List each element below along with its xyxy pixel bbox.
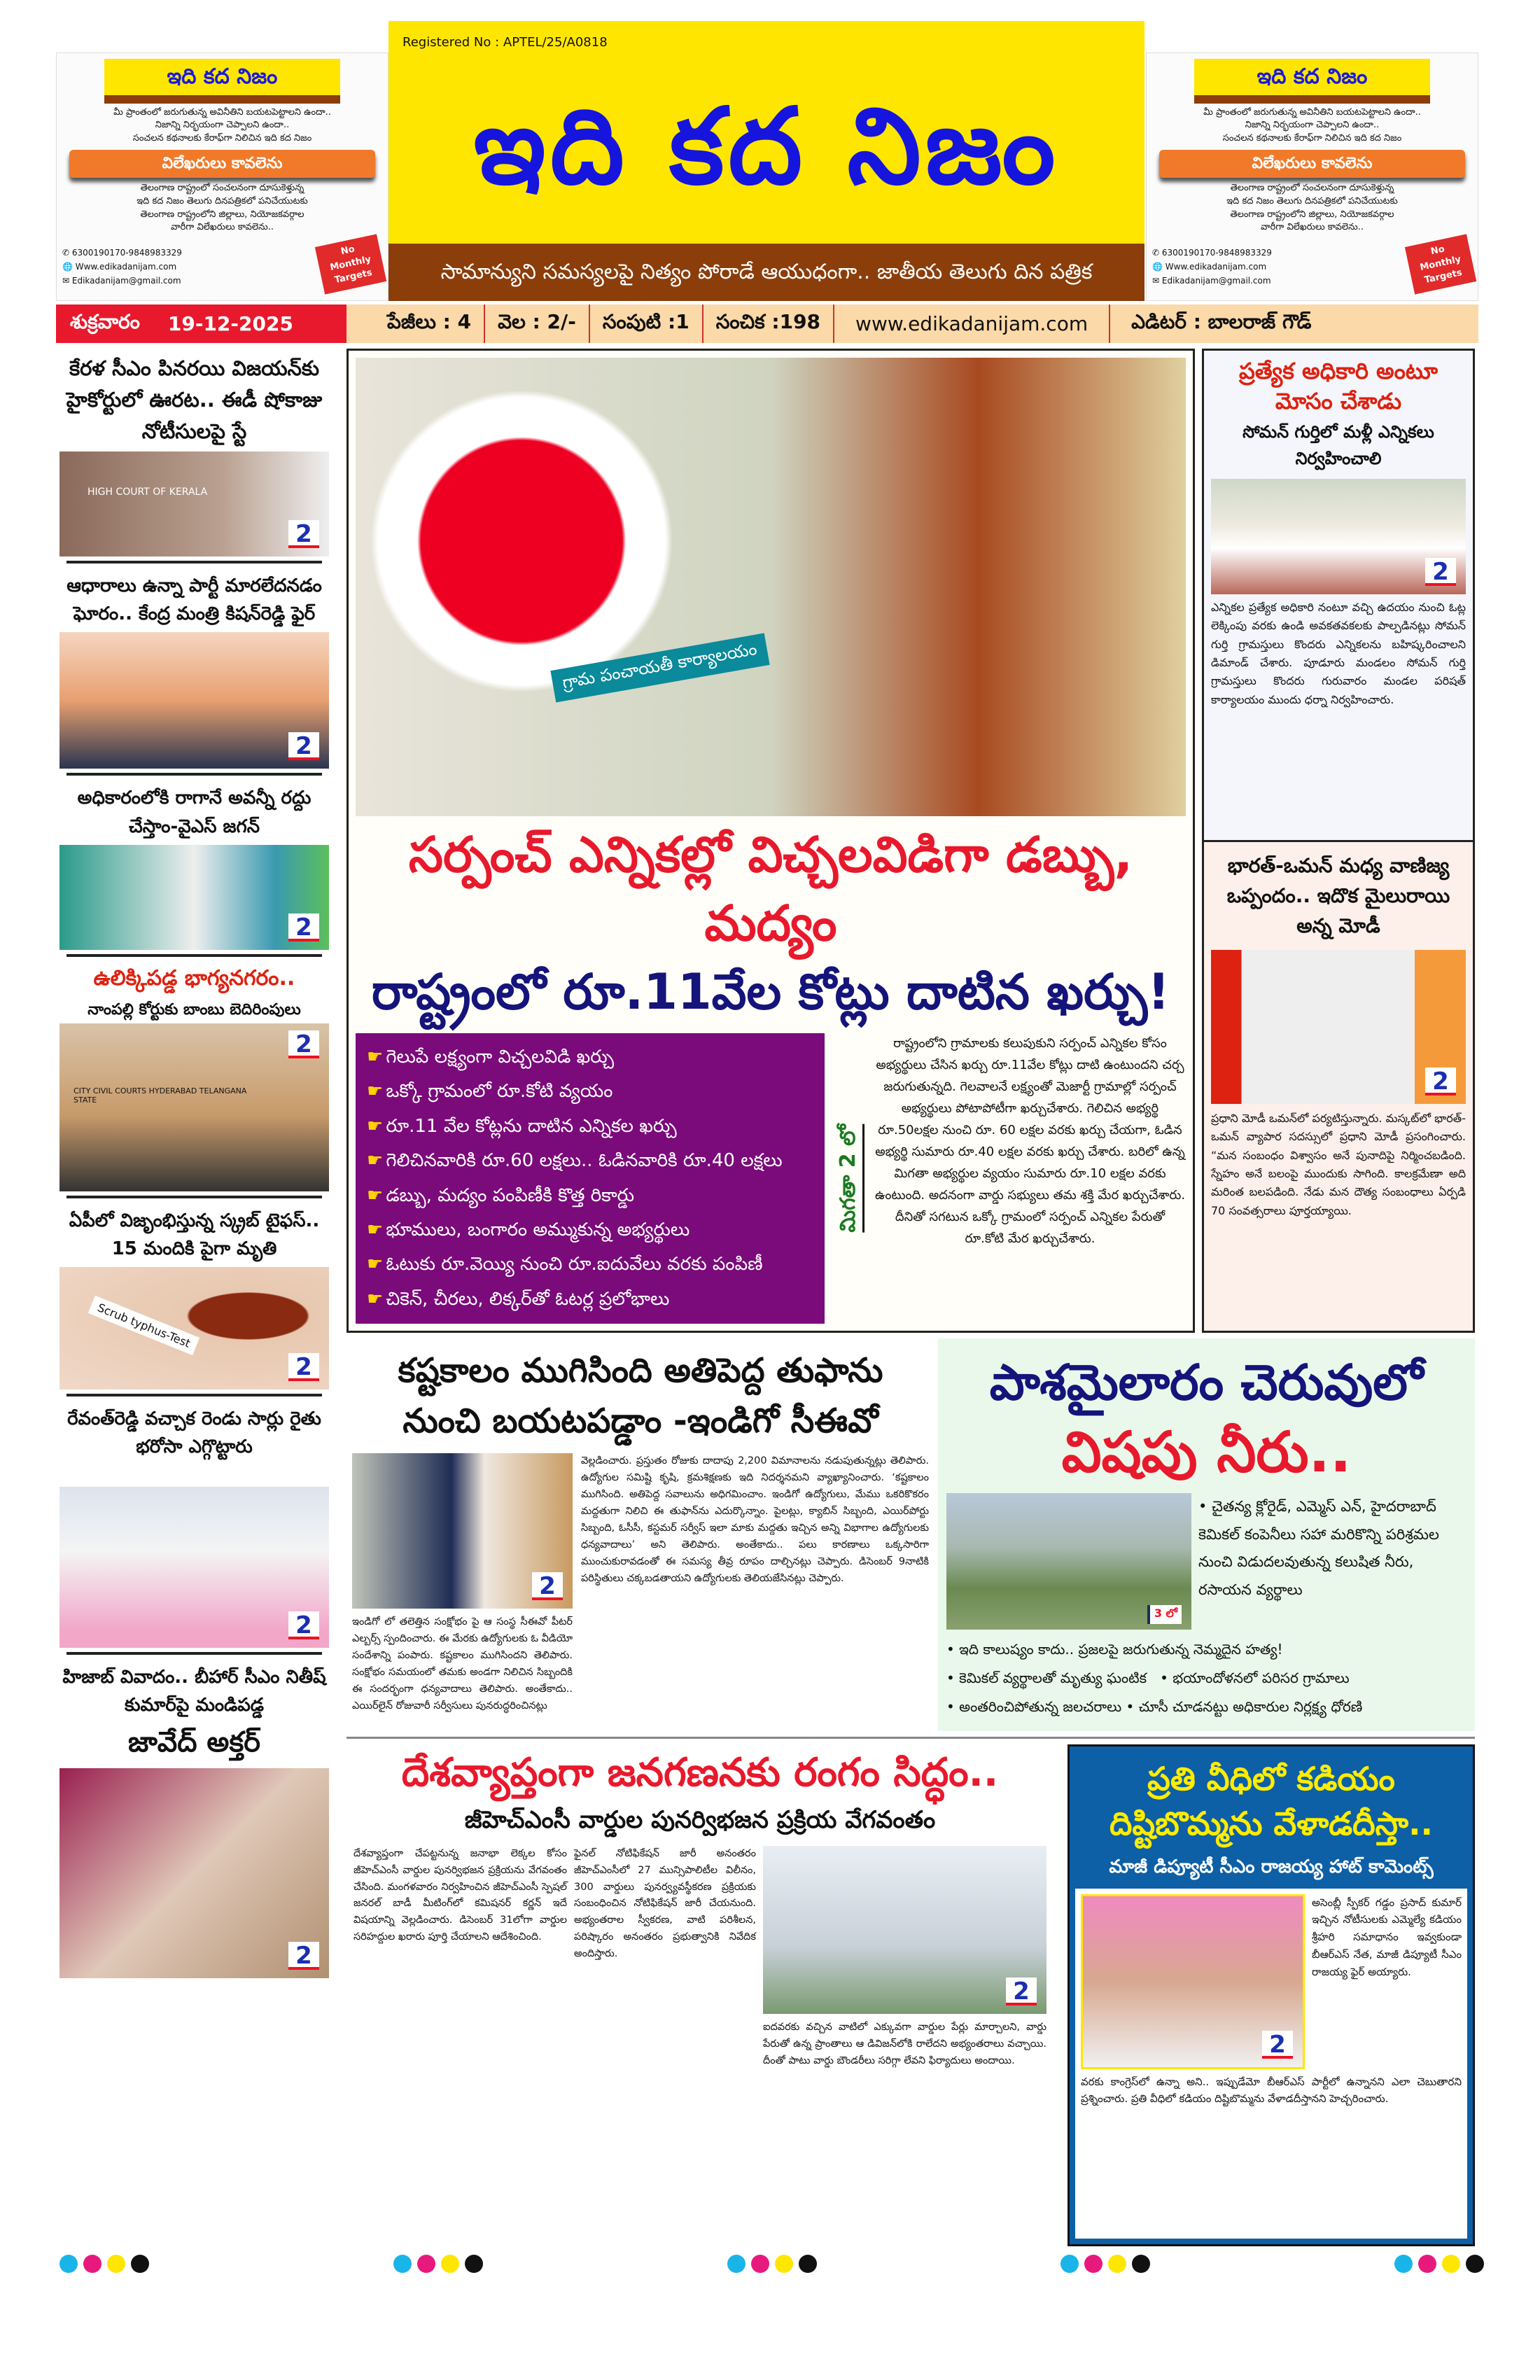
ad-desc: ఇది కద నిజం తెలుగు దినపత్రికలో పనిచేయుటకు	[1226, 195, 1398, 206]
headline-jagan[interactable]: అధికారంలోకి రాగానే అవన్నీ రద్దు చేస్తాం-వైఎస్ జగన్	[77, 788, 312, 837]
photo-city-civil-court: CITY CIVIL COURTS HYDERABAD TELANGANA STATE 2	[59, 1023, 329, 1191]
channel-logo-icon: 2	[288, 1942, 319, 1970]
mail-icon: ✉	[62, 276, 72, 286]
photo-polluted-lake	[946, 1493, 1191, 1630]
print-registration-marks	[1060, 2255, 1150, 2273]
channel-logo-icon: 2	[288, 732, 319, 760]
ad-desc: తెలంగాణ రాష్ట్రంలో సంచలనంగా దూసుకెళ్తున్న	[140, 182, 304, 193]
body-census-2: ఫైనల్ నోటిఫికేషన్ జారీ అనంతరం జీహెచ్ఎంసీలో 27 మున్సిపాలిటీల విలీనం, 300 వార్డులు పునర్వ్యవస్థీకరణ ప్రక్రియకు సంబంధించిన నోటిఫికేషన్ జారీ చేయనుంది. అభ్యంతరాల స్వీకరణ, వాటి పరిశీలన, పరిష్కారం అనంతరం ప్రభుత్వానికి నివేదిక అందిస్తారు.	[574, 1847, 756, 1960]
body-india-oman: ప్రధాని మోడీ ఒమన్‌లో పర్యటిస్తున్నారు. మస్కట్‌లో భారత్-ఒమన్ వ్యాపార సదస్సులో ప్రధాని మోడీ ప్రసంగించారు. “మన సంబంధం విశ్వాసం అనే పునాదిపై నిర్మించబడింది. స్నేహం అనే బలంపై ముందుకు సాగింది. కాలక్రమేణా అది మరింత బలపడింది. నేడు మన దౌత్య సంబంధాలు ఏర్పడి 70 సంవత్సరాలు పూర్తయ్యాయి.	[1211, 1111, 1466, 1217]
photo-villagers-protest	[1211, 479, 1466, 594]
issue-date: శుక్రవారం 19-12-2025	[56, 304, 346, 343]
right-column	[1202, 349, 1475, 1333]
channel-logo-icon: 2	[1006, 1977, 1037, 2005]
photo-ys-jagan	[59, 845, 329, 950]
ad-ribbon: విలేఖరులు కావలెను	[1159, 150, 1465, 178]
rajaiah-article	[1068, 1744, 1475, 2246]
channel-logo-icon: 2	[288, 1030, 319, 1058]
subhead-soman-gurthi: సోమన్ గుర్తిలో మళ్లీ ఎన్నికలు నిర్వహించాలి	[1242, 422, 1434, 468]
body-census-3: ఐదవరకు వచ్చిన వాటిలో ఎక్కువగా వార్డుల పేర్లు మార్చాలని, వార్డు పేరుతో ఉన్న ప్రాంతాలు ఆ డివిజన్‌లోకి రాలేదని అభ్యంతరాలు వచ్చాయి. దీంతో పాటు వార్డు బౌండరీలు సరిగ్గా లేవని ఫిర్యాదులు అందాయి.	[763, 2021, 1046, 2066]
channel-logo-icon: 2	[1425, 1068, 1456, 1096]
ad-badge: No Monthly Targets	[315, 234, 386, 295]
masthead	[388, 21, 1144, 301]
ad-mini-logo: ఇది కద నిజం	[104, 59, 340, 104]
photo-kishan-reddy	[59, 632, 329, 769]
highlight-item: ☛ చికెన్, చీరలు, లిక్కర్‌తో ఓటర్ల ప్రలోభాలు	[367, 1282, 813, 1317]
highlight-item: ☛ గెలుపే లక్ష్యంగా విచ్చలవిడి ఖర్చు	[367, 1040, 813, 1074]
headline-rythu-bharosa[interactable]: రేవంత్‌రెడ్డి వచ్చాక రెండు సార్లు రైతు భరోసా ఎగ్గొట్టారు	[67, 1408, 321, 1458]
lead-body: రాష్ట్రంలోని గ్రామాలకు కలుపుకుని సర్పంచ్ ఎన్నికల కోసం అభ్యర్థులు చేసిన ఖర్చు రూ.11వేల కోట్లు దాటి ఉంటుందని చర్చ జరుగుతున్నది. గెలవాలనే లక్ష్యంతో మెజార్టీ గ్రామాల్లో సర్పంచ్ అభ్యర్థులు పోటాపోటీగా ఖర్చుచేశారు. గెలిచిన అభ్యర్థి రూ.50లక్షల నుంచి రూ. 60 లక్షల వరకు ఖర్చు చేయగా, ఓడిన అభ్యర్థి సుమారు రూ.40 లక్షల వరకు ఖర్చు చేశారు. బరిలో ఉన్న మిగతా అభ్యర్థుల వ్యయం సుమారు రూ.10 లక్షల వరకు ఉంటుంది. అదనంగా వార్డు సభ్యులు తమ శక్తి మేర ఖర్చుచేశారు. దీనితో సగటున ఒక్కో గ్రామంలో సర్పంచ్ ఎన్నికల పేరుతో రూ.కోటి మేర ఖర్చుచేశారు.	[874, 1036, 1186, 1246]
highlight-item: ☛ ఓటుకు రూ.వెయ్యి నుంచి రూ.ఐదువేలు వరకు పంపిణీ	[367, 1247, 813, 1282]
lake-bullet: • కెమికల్ వ్యర్థాలతో మృత్యు ఘంటిక • భయాందోళనలో పరిసర గ్రామాలు	[946, 1669, 1350, 1686]
highlight-item: ☛ రూ.11 వేల కోట్లను దాటిన ఎన్నికల ఖర్చు	[367, 1110, 813, 1144]
ad-phone: ✆ 6300190170-9848983329	[1152, 247, 1272, 258]
headline-pashamylaram[interactable]: పాశమైలారం చెరువులో	[989, 1354, 1424, 1412]
lake-bullet: • ఇది కాలుష్యం కాదు.. ప్రజలపై జరుగుతున్న నెమ్మదైన హత్య!	[946, 1640, 1283, 1658]
headline-census[interactable]: దేశవ్యాప్తంగా జనగణనకు రంగం సిద్ధం..	[401, 1749, 999, 1795]
channel-logo-icon: 2	[1425, 558, 1456, 586]
body-rajaiah-1: అసెంబ్లీ స్పీకర్ గడ్డం ప్రసాద్ కుమార్ ఇచ్చిన నోటీసులకు ఎమ్మెల్యే కడియం శ్రీహరి సమాధానం ఇవ్వకుండా బీఆర్ఎస్ నేత, మాజీ డిప్యూటీ సీఎం రాజయ్య ఫైర్ అయ్యారు.	[1312, 1896, 1462, 1978]
ad-email[interactable]: ✉ Edikadanijam@gmail.com	[1152, 276, 1271, 286]
headline-india-oman[interactable]: భారత్-ఒమన్ మధ్య వాణిజ్య ఒప్పందం.. ఇదొక మైలురాయి అన్న మోడీ	[1226, 853, 1450, 938]
photo-harish-rao	[59, 1487, 329, 1648]
subhead-nampally: నాంపల్లి కోర్టుకు బాంబు బెదిరింపులు	[88, 1000, 301, 1018]
globe-icon: 🌐	[62, 262, 76, 272]
headline-hijab[interactable]: హిజాబ్ వివాదం.. బీహార్ సీఎం నితీష్ కుమార్‌పై మండిపడ్డ	[62, 1666, 326, 1716]
newspaper-page	[56, 0, 1478, 2246]
body-indigo-1: ఇండిగో లో తలెత్తిన సంక్షోభం పై ఆ సంస్థ సీఈవో పీటర్ ఎల్బర్స్ స్పందించారు. ఈ మేరకు ఉద్యోగులకు ఓ వీడియో సందేశాన్ని పంపారు. కష్టకాలం ముగిసిందని తెలిపారు. సంక్షోభం సమయంలో తమకు అండగా నిలిచిన సిబ్బందికి ఈ సందర్భంగా ధన్యవాదాలు తెలిపారు. అంతేకాదు.. ఎయిర్‌లైన్ రోజువారీ సర్వీసులు పునరుద్ధరించినట్లు	[352, 1616, 573, 1712]
body-rajaiah-2: వరకు కాంగ్రెస్‌లో ఉన్నా అని.. ఇప్పుడేమో బీఆర్ఎస్ పార్టీలో ఉన్నానని ఎలా చెబుతారని ప్రశ్నించారు. ప్రతి వీధిలో కడియం దిష్టిబొమ్మను వేళాడదీస్తానని హెచ్చరించారు.	[1081, 2075, 1462, 2106]
highlight-item: ☛ భూములు, బంగారం అమ్ముకున్న అభ్యర్థులు	[367, 1213, 813, 1247]
price: వెల : 2/-	[485, 304, 590, 343]
ad-desc: తెలంగాణ రాష్ట్రంలో సంచలనంగా దూసుకెళ్తున్న	[1230, 182, 1394, 193]
headline-scrub-typhus[interactable]: ఏపీలో విజృంభిస్తున్న స్క్రబ్ టైఫస్.. 15 మందికి పైగా మృతి	[69, 1210, 320, 1259]
lead-highlights-box	[356, 1033, 825, 1324]
ad-desc: వారీగా విలేఖరులు కావలెను..	[1261, 222, 1364, 233]
ad-reporters-wanted-right[interactable]	[1146, 52, 1478, 301]
ad-website[interactable]: 🌐 Www.edikadanijam.com	[62, 262, 177, 272]
newspaper-tagline: సామాన్యుని సమస్యలపై నిత్యం పోరాడే ఆయుధంగా.. జాతీయ తెలుగు దిన పత్రిక	[388, 244, 1144, 301]
ad-line: నిజాన్ని నిర్భయంగా చెప్పాలని ఉందా..	[1245, 120, 1380, 131]
volume: సంపుటి :1	[590, 304, 704, 343]
channel-logo-icon: 2	[288, 520, 319, 548]
subhead-ghmc-wards: జీహెచ్ఎంసీ వార్డుల పునర్విభజన ప్రక్రియ వేగవంతం	[464, 1806, 936, 1835]
photo-javed-akhtar	[59, 1768, 329, 1978]
ad-line: సంచలన కథనాలకు కేరాఫ్‌గా నిలిచిన ఇది కద నిజం	[1222, 133, 1402, 144]
ad-desc: ఇది కద నిజం తెలుగు దినపత్రికలో పనిచేయుటకు	[136, 195, 308, 206]
ad-ribbon: విలేఖరులు కావలెను	[69, 150, 375, 178]
registration-number: Registered No : APTEL/25/A0818	[402, 35, 608, 50]
body-fake-officer: ఎన్నికల ప్రత్యేక అధికారి నంటూ వచ్చి ఉదయం నుంచి ఓట్ల లెక్కింపు వరకు ఉండి అవకతవకలకు పాల్పడినట్లు సోమన్ గుర్తి గ్రామస్తులు కొందరు ఎన్నికలను బహిష్కరించాలని డిమాండ్ చేశారు. పూడూరు మండలం సోమన్ గుర్తి గ్రామస్తులు కొందరు గురువారం మండల పరిషత్ కార్యాలయం ముందు ధర్నా నిర్వహించారు.	[1211, 600, 1466, 706]
headline-kerala[interactable]: కేరళ సీఎం పినరయి విజయన్‌కు హైకోర్టులో ఊరట.. ఈడీ షోకాజు నోటీసులపై స్టే	[66, 356, 323, 443]
census-article	[346, 1744, 1054, 2246]
photo-caption-gram-panchayat: గ్రామ పంచాయతీ కార్యాలయం	[550, 633, 769, 702]
highlight-item: ☛ డబ్బు, మద్యం పంపిణీకి కొత్త రికార్డు	[367, 1179, 813, 1213]
print-registration-marks	[59, 2255, 149, 2273]
headline-kishan-reddy[interactable]: ఆధారాలు ఉన్నా పార్టీ మారలేదనడం ఘోరం.. కేంద్ర మంత్రి కిషన్‌రెడ్డి ఫైర్	[66, 575, 322, 625]
left-column	[56, 349, 329, 1978]
channel-logo-icon: 2	[1262, 2031, 1293, 2059]
lake-side-text: • చైతన్య క్లోరైడ్, ఎమ్మెస్ ఎన్, హైదరాబాద్ కెమికల్ కంపెనీలు సహా మరికొన్ని పరిశ్రమల నుంచి విడుదలవుతున్న కలుషిత నీరు, రసాయన వ్యర్థాలు	[1198, 1497, 1439, 1599]
lake-bullet: • అంతరించిపోతున్న జలచరాలు • చూసీ చూడనట్టు అధికారుల నిర్లక్ష్య ధోరణి	[946, 1698, 1363, 1715]
headline-bhagyanagaram[interactable]: ఉలిక్కిపడ్డ భాగ్యనగరం..	[93, 966, 295, 990]
headline-indigo[interactable]: కష్టకాలం ముగిసింది అతిపెద్ద తుఫాను నుంచి బయటపడ్డాం -ఇండిగో సీఈవో	[398, 1351, 883, 1441]
body-indigo-2: వెల్లడించారు. ప్రస్తుతం రోజుకు దాదాపు 2,200 విమానాలను నడుపుతున్నట్లు తెలిపారు. ఉద్యోగుల సమిష్టి కృషి, క్రమశిక్షణకు ఇది నిదర్శనమని వ్యాఖ్యానించారు. ‘కష్టకాలం ముగిసింది. అతిపెద్ద సవాలును అధిగమించాం. ఇండిగో ఉద్యోగులు, మేము ఒకరికొకరం మద్దతుగా నిలిచి ఈ తుఫాన్‌ను ఎదుర్కొన్నాం. పైలట్లు, క్యాబిన్ సిబ్బంది, ఎయిర్‌పోర్టు సిబ్బంది, ఓసీసీ, కస్టమర్ సర్వీస్ ఇలా మాకు మద్దతు ఇచ్చిన అన్ని విభాగాల ఉద్యోగులకు ధన్యవాదాలు’ అని తెలిపారు. అంతేకాదు.. పలు కారణాలు ఒక్కసారిగా ముంచుకురావడంతో ఈ సమస్య తీవ్ర రూపం దాల్చినట్లు చెప్పారు. డిసెంబర్ 9నాటికి పరిస్థితులు చక్కబడతాయని ఉద్యోగులకు తెలియజేసినట్లు చెప్పారు.	[581, 1455, 929, 1584]
mail-icon: ✉	[1152, 276, 1162, 286]
indigo-article	[346, 1338, 934, 1731]
section-divider	[346, 1737, 1475, 1739]
ad-mini-logo: ఇది కద నిజం	[1194, 59, 1430, 104]
newspaper-title: ఇది కద నిజం	[473, 85, 1060, 208]
ad-phone: ✆ 6300190170-9848983329	[62, 247, 182, 258]
ad-website[interactable]: 🌐 Www.edikadanijam.com	[1152, 262, 1267, 272]
lead-headline-1[interactable]: సర్పంచ్ ఎన్నికల్లో విచ్చలవిడిగా డబ్బు, మద్యం	[408, 826, 1133, 952]
lake-pollution-story	[938, 1338, 1475, 1731]
channel-logo-icon: 2	[288, 1611, 319, 1639]
ad-line: మీ ప్రాంతంలో జరుగుతున్న అవినీతిని బయటపెట్టాలని ఉందా..	[1203, 106, 1421, 118]
headline-javed-akhtar: జావేద్ అక్తర్	[127, 1726, 261, 1759]
photo-rajaiah	[1081, 1894, 1305, 2069]
header	[56, 21, 1478, 301]
continued-page-ref[interactable]: మిగతా 2 లో	[834, 1124, 864, 1233]
ad-line: నిజాన్ని నిర్భయంగా చెప్పాలని ఉందా..	[155, 120, 290, 131]
channel-logo-icon: 2	[288, 1353, 319, 1381]
photo-kerala-high-court: HIGH COURT OF KERALA 2	[59, 451, 329, 556]
ad-badge: No Monthly Targets	[1405, 234, 1476, 295]
ad-desc: తెలంగాణ రాష్ట్రంలోని జిల్లాలు, నియోజకవర్గాల	[1230, 209, 1394, 220]
photo-ghmc-building	[763, 1846, 1046, 2014]
date-bar	[56, 304, 1478, 343]
print-registration-marks	[393, 2255, 483, 2273]
ad-reporters-wanted-left[interactable]	[56, 52, 388, 301]
subhead-rajaiah: మాజీ డిప్యూటీ సీఎం రాజయ్య హాట్ కామెంట్స్	[1109, 1856, 1434, 1878]
phone-icon: ✆	[62, 247, 72, 258]
highlight-item: ☛ ఒక్కో గ్రామంలో రూ.కోటి వ్యయం	[367, 1074, 813, 1109]
channel-logo-icon: 2	[288, 913, 319, 941]
ad-line: మీ ప్రాంతంలో జరుగుతున్న అవినీతిని బయటపెట్టాలని ఉందా..	[113, 106, 331, 118]
print-registration-marks	[727, 2255, 817, 2273]
lead-story	[346, 349, 1195, 1333]
page-ref-badge[interactable]: 3 లో	[1147, 1605, 1182, 1624]
print-registration-row	[0, 2246, 1540, 2287]
photo-scrub-typhus: Scrub typhus-Test 2	[59, 1267, 329, 1390]
ad-desc: వారీగా విలేఖరులు కావలెను..	[171, 222, 274, 233]
body-census-1: దేశవ్యాప్తంగా చేపట్టనున్న జనాభా లెక్కల కోసం జీహెచ్ఎంసీ వార్డుల పునర్విభజన ప్రక్రియను వేగవంతం చేసింది. మంగళవారం నిర్వహించిన జీహెచ్ఎంసీ స్పెషల్ జనరల్ బాడీ మీటింగ్‌లో కమిషనర్ కర్ణన్ ఇదే విషయాన్ని వెల్లడించారు. డిసెంబర్ 31లోగా వార్డుల సరిహద్దుల ఖరారు పూర్తి చేయాలని ఆదేశించింది.	[354, 1847, 567, 1943]
website-link[interactable]: www.edikadanijam.com	[834, 304, 1110, 343]
globe-icon: 🌐	[1152, 262, 1166, 272]
photo-election-money-liquor	[356, 358, 1186, 816]
headline-fake-officer[interactable]: ప్రత్యేక అధికారి అంటూ మోసం చేశాడు	[1239, 358, 1438, 415]
ad-line: సంచలన కథనాలకు కేరాఫ్‌గా నిలిచిన ఇది కద నిజం	[132, 133, 312, 144]
channel-logo-icon: 2	[532, 1572, 563, 1600]
lead-headline-2[interactable]: రాష్ట్రంలో రూ.11వేల కోట్లు దాటిన ఖర్చు!	[371, 963, 1170, 1021]
issue-number: సంచిక :198	[704, 304, 834, 343]
phone-icon: ✆	[1152, 247, 1162, 258]
headline-kadiyam[interactable]: ప్రతి వీధిలో కడియం దిష్టిబొమ్మను వేళాడదీస్తా..	[1109, 1759, 1434, 1843]
page-count: పేజీలు : 4	[374, 304, 485, 343]
photo-indigo-ceo	[352, 1453, 573, 1609]
ad-desc: తెలంగాణ రాష్ట్రంలోని జిల్లాలు, నియోజకవర్గాల	[140, 209, 304, 220]
editor-name: ఎడిటర్ : బాలరాజ్ గౌడ్	[1131, 309, 1312, 333]
highlight-item: ☛ గెలిచినవారికి రూ.60 లక్షలు.. ఓడినవారికి రూ.40 లక్షలు	[367, 1144, 813, 1178]
ad-email[interactable]: ✉ Edikadanijam@gmail.com	[62, 276, 181, 286]
print-registration-marks	[1394, 2255, 1484, 2273]
headline-poison-water[interactable]: విషపు నీరు..	[1061, 1419, 1352, 1485]
photo-modi	[1211, 950, 1466, 1104]
